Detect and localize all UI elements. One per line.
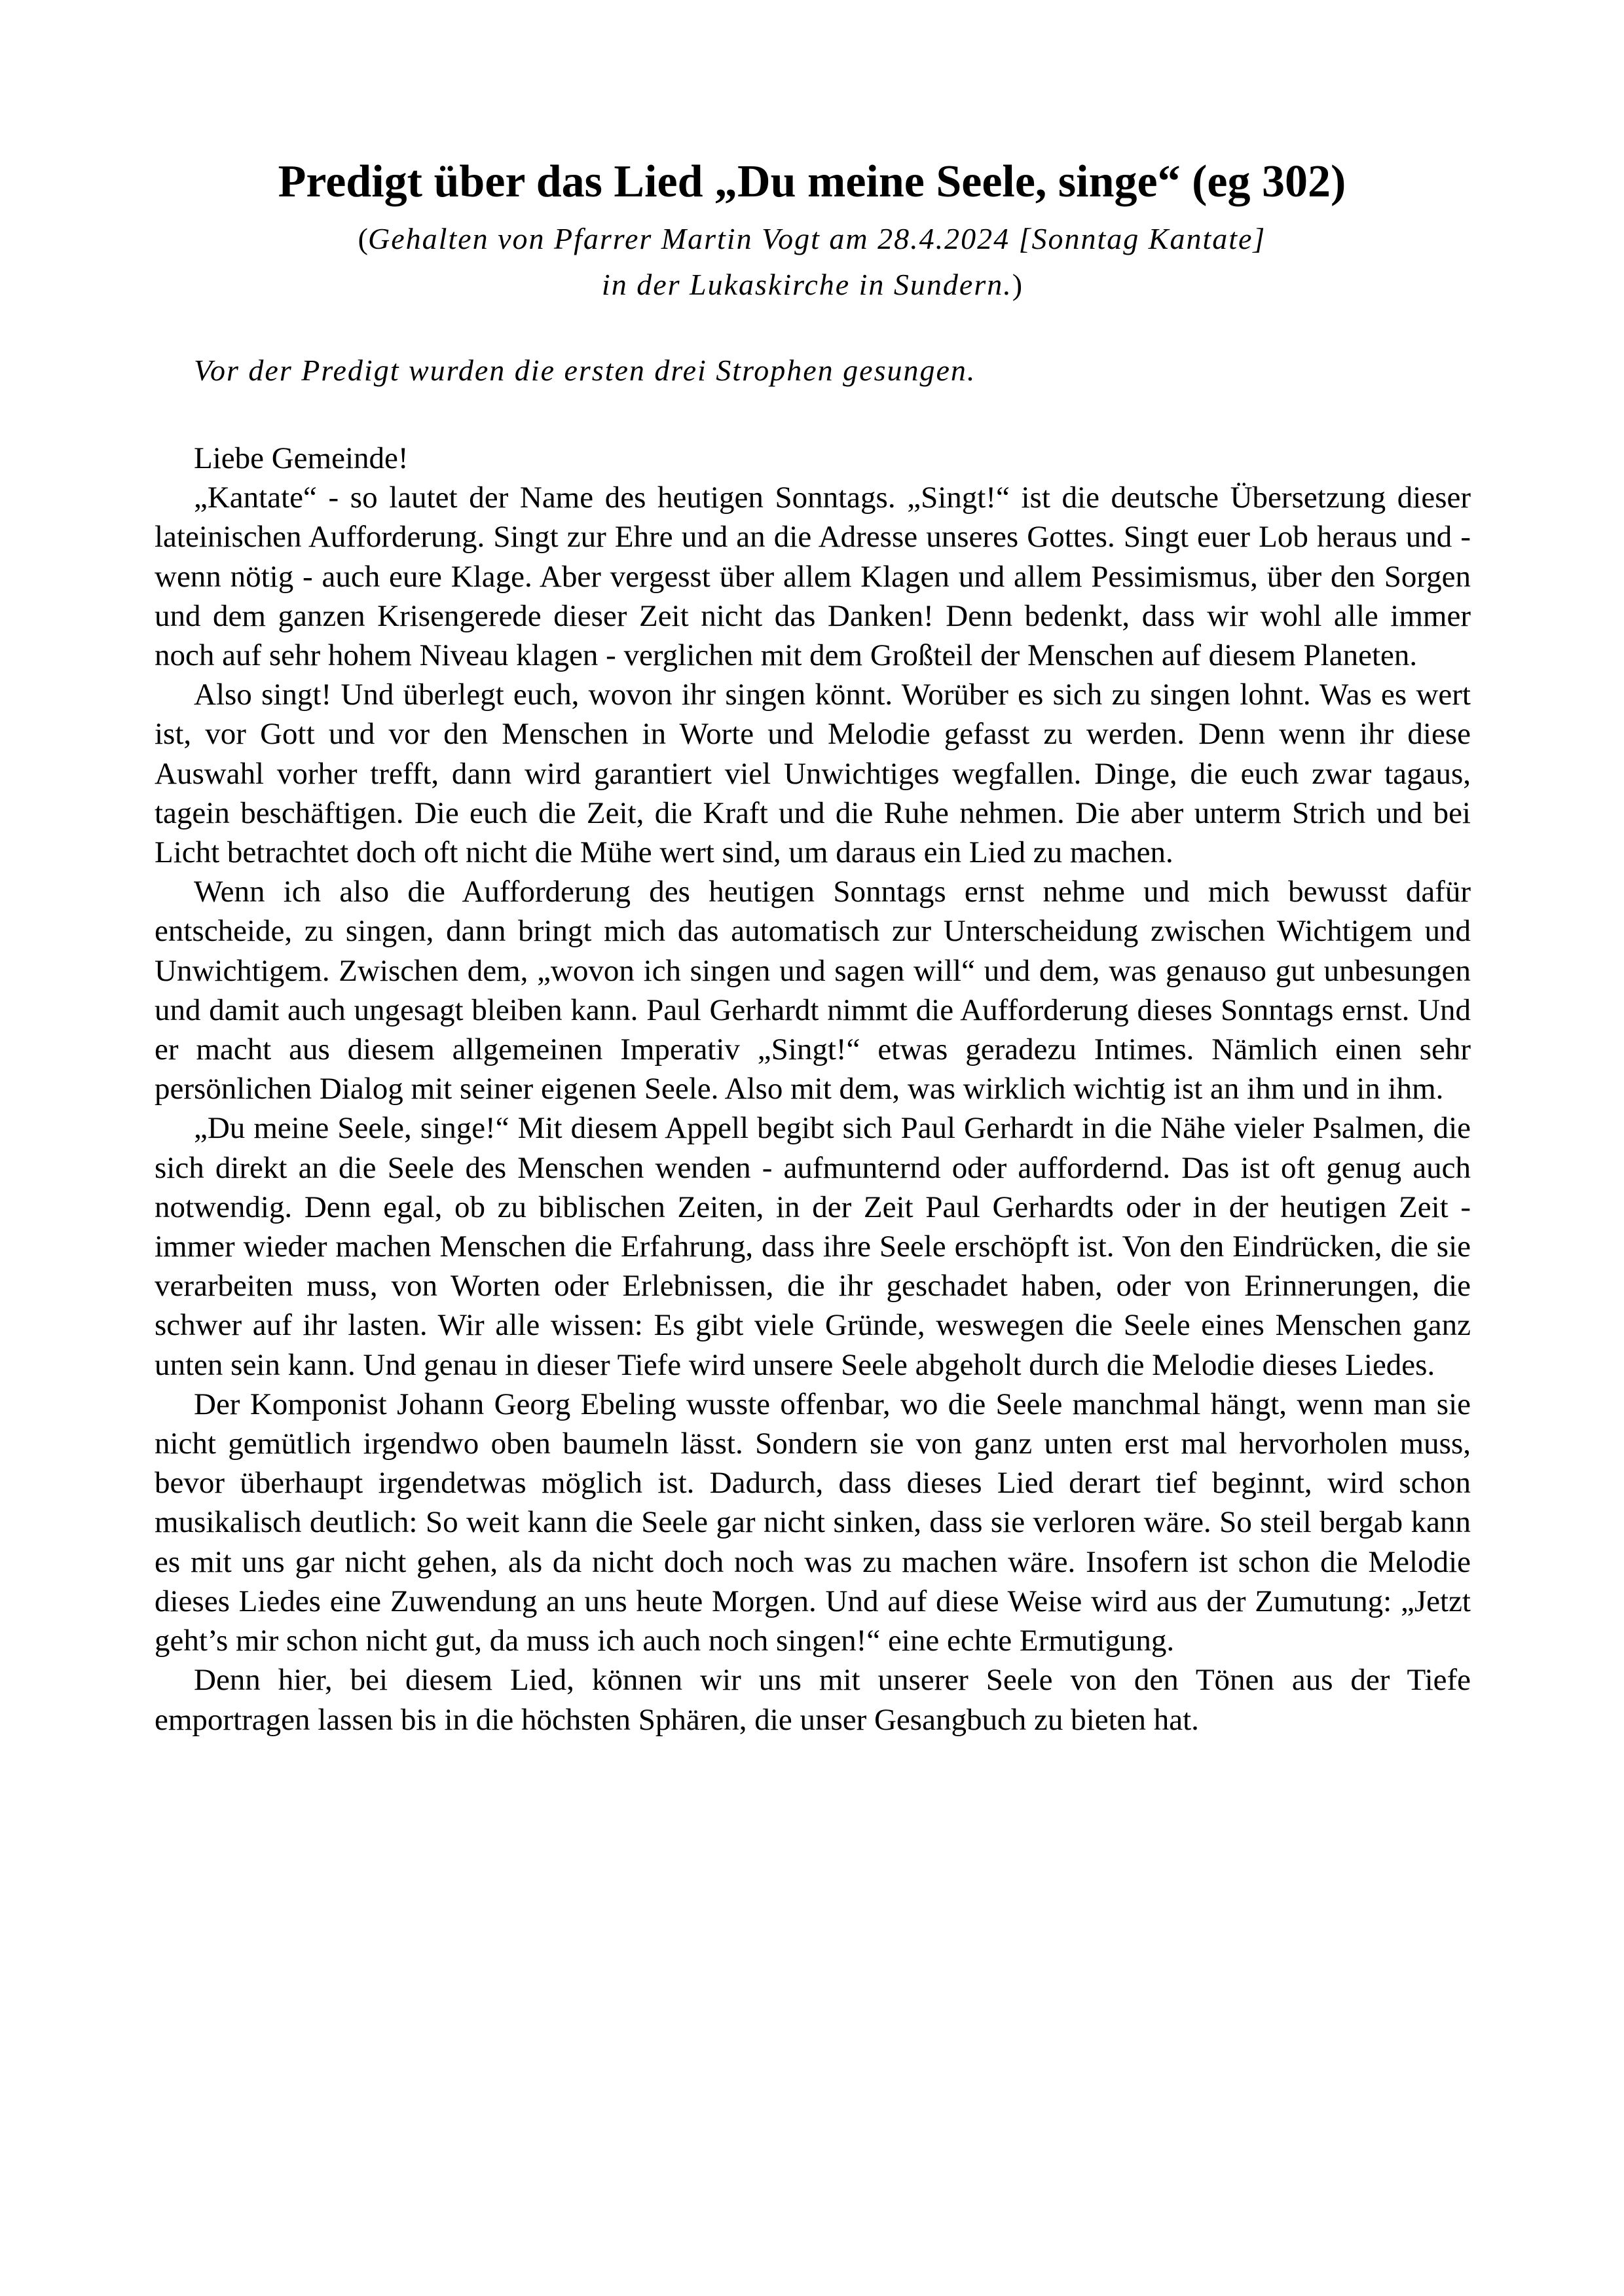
attribution-location: in der Lukaskirche in Sundern.	[601, 268, 1012, 301]
salutation: Liebe Gemeinde!	[194, 441, 409, 475]
paragraph: „Du meine Seele, singe!“ Mit diesem Appell begibt sich Paul Gerhardt in die Nähe vieler Psalmen, die sich direkt an die Seele des Menschen wenden - aufmunternd oder auffordernd. Das ist oft genug auch notwendig. Denn egal, ob zu biblischen Zeiten, in der Zeit Paul Gerhardts oder in der heutigen Zeit - immer wieder machen Menschen die Erfahrung, dass ihre Seele erschöpft ist. Von den Eindrücken, die sie verarbeiten muss, von Worten oder Erlebnissen, die ihr geschadet haben, oder von Erinnerungen, die schwer auf ihr lasten. Wir alle wissen: Es gibt viele Gründe, weswegen die Seele eines Menschen ganz unten sein kann. Und genau in dieser Tiefe wird unsere Seele abgeholt durch die Melodie dieses Liedes.	[155, 1111, 1471, 1382]
paragraph: Wenn ich also die Aufforderung des heutigen Sonntags ernst nehme und mich bewusst dafür entscheide, zu singen, dann bringt mich das automatisch zur Unterscheidung zwischen Wichtigem und Unwichtigem. Zwischen dem, „wovon ich singen und sagen will“ und dem, was genauso gut unbesungen und damit auch ungesagt bleiben kann. Paul Gerhardt nimmt die Aufforderung dieses Sonntags ernst. Und er macht aus diesem allgemeinen Imperativ „Singt!“ etwas geradezu Intimes. Nämlich einen sehr persönlichen Dialog mit seiner eigenen Seele. Also mit dem, was wirklich wichtig ist an ihm und in ihm.	[155, 875, 1471, 1106]
sermon-attribution	[0, 216, 1624, 308]
attribution-line-1	[0, 216, 1624, 262]
paragraph: „Kantate“ - so lautet der Name des heutigen Sonntags. „Singt!“ ist die deutsche Übersetzung dieser lateinischen Aufforderung. Singt zur Ehre und an die Adresse unseres Gottes. Singt euer Lob heraus und - wenn nötig - auch eure Klage. Aber vergesst über allem Klagen und allem Pessimismus, über den Sorgen und dem ganzen Krisengerede dieser Zeit nicht das Danken! Denn bedenkt, dass wir wohl alle immer noch auf sehr hohem Niveau klagen - verglichen mit dem Großteil der Menschen auf diesem Planeten.	[155, 481, 1471, 673]
attribution-preacher-date: Gehalten von Pfarrer Martin Vogt am 28.4.2024 [Sonntag Kantate]	[367, 222, 1266, 255]
paragraph: Also singt! Und überlegt euch, wovon ihr singen könnt. Worüber es sich zu singen lohnt. Was es wert ist, vor Gott und vor den Menschen in Worte und Melodie gefasst zu werden. Denn wenn ihr diese Auswahl vorher trefft, dann wird garantiert viel Unwichtiges wegfallen. Dinge, die euch zwar tagaus, tagein beschäftigen. Die euch die Zeit, die Kraft und die Ruhe nehmen. Die aber unterm Strich und bei Licht betrachtet doch oft nicht die Mühe wert sind, um daraus ein Lied zu machen.	[155, 678, 1471, 870]
attribution-close-paren: )	[1012, 268, 1023, 301]
liturgical-note: Vor der Predigt wurden die ersten drei Strophen gesungen.	[194, 354, 976, 387]
attribution-open-paren: (	[358, 222, 368, 255]
paragraph: Der Komponist Johann Georg Ebeling wusste offenbar, wo die Seele manchmal hängt, wenn man sie nicht gemütlich irgendwo oben baumeln lässt. Sondern sie von ganz unten erst mal hervorholen muss, bevor überhaupt irgendetwas möglich ist. Dadurch, dass dieses Lied derart tief beginnt, wird schon musikalisch deutlich: So weit kann die Seele gar nicht sinken, dass sie verloren wäre. So steil bergab kann es mit uns gar nicht gehen, als da nicht doch noch was zu machen wäre. Insofern ist schon die Melodie dieses Liedes eine Zuwendung an uns heute Morgen. Und auf diese Weise wird aus der Zumutung: „Jetzt geht’s mir schon nicht gut, da muss ich auch noch singen!“ eine echte Ermutigung.	[155, 1387, 1471, 1658]
page-title: Predigt über das Lied „Du meine Seele, singe“ (eg 302)	[278, 156, 1346, 207]
attribution-line-2	[0, 262, 1624, 308]
sermon-body	[155, 439, 1471, 1740]
paragraph: Denn hier, bei diesem Lied, können wir uns mit unserer Seele von den Tönen aus der Tiefe emportragen lassen bis in die höchsten Sphären, die unser Gesangbuch zu bieten hat.	[155, 1663, 1471, 1737]
